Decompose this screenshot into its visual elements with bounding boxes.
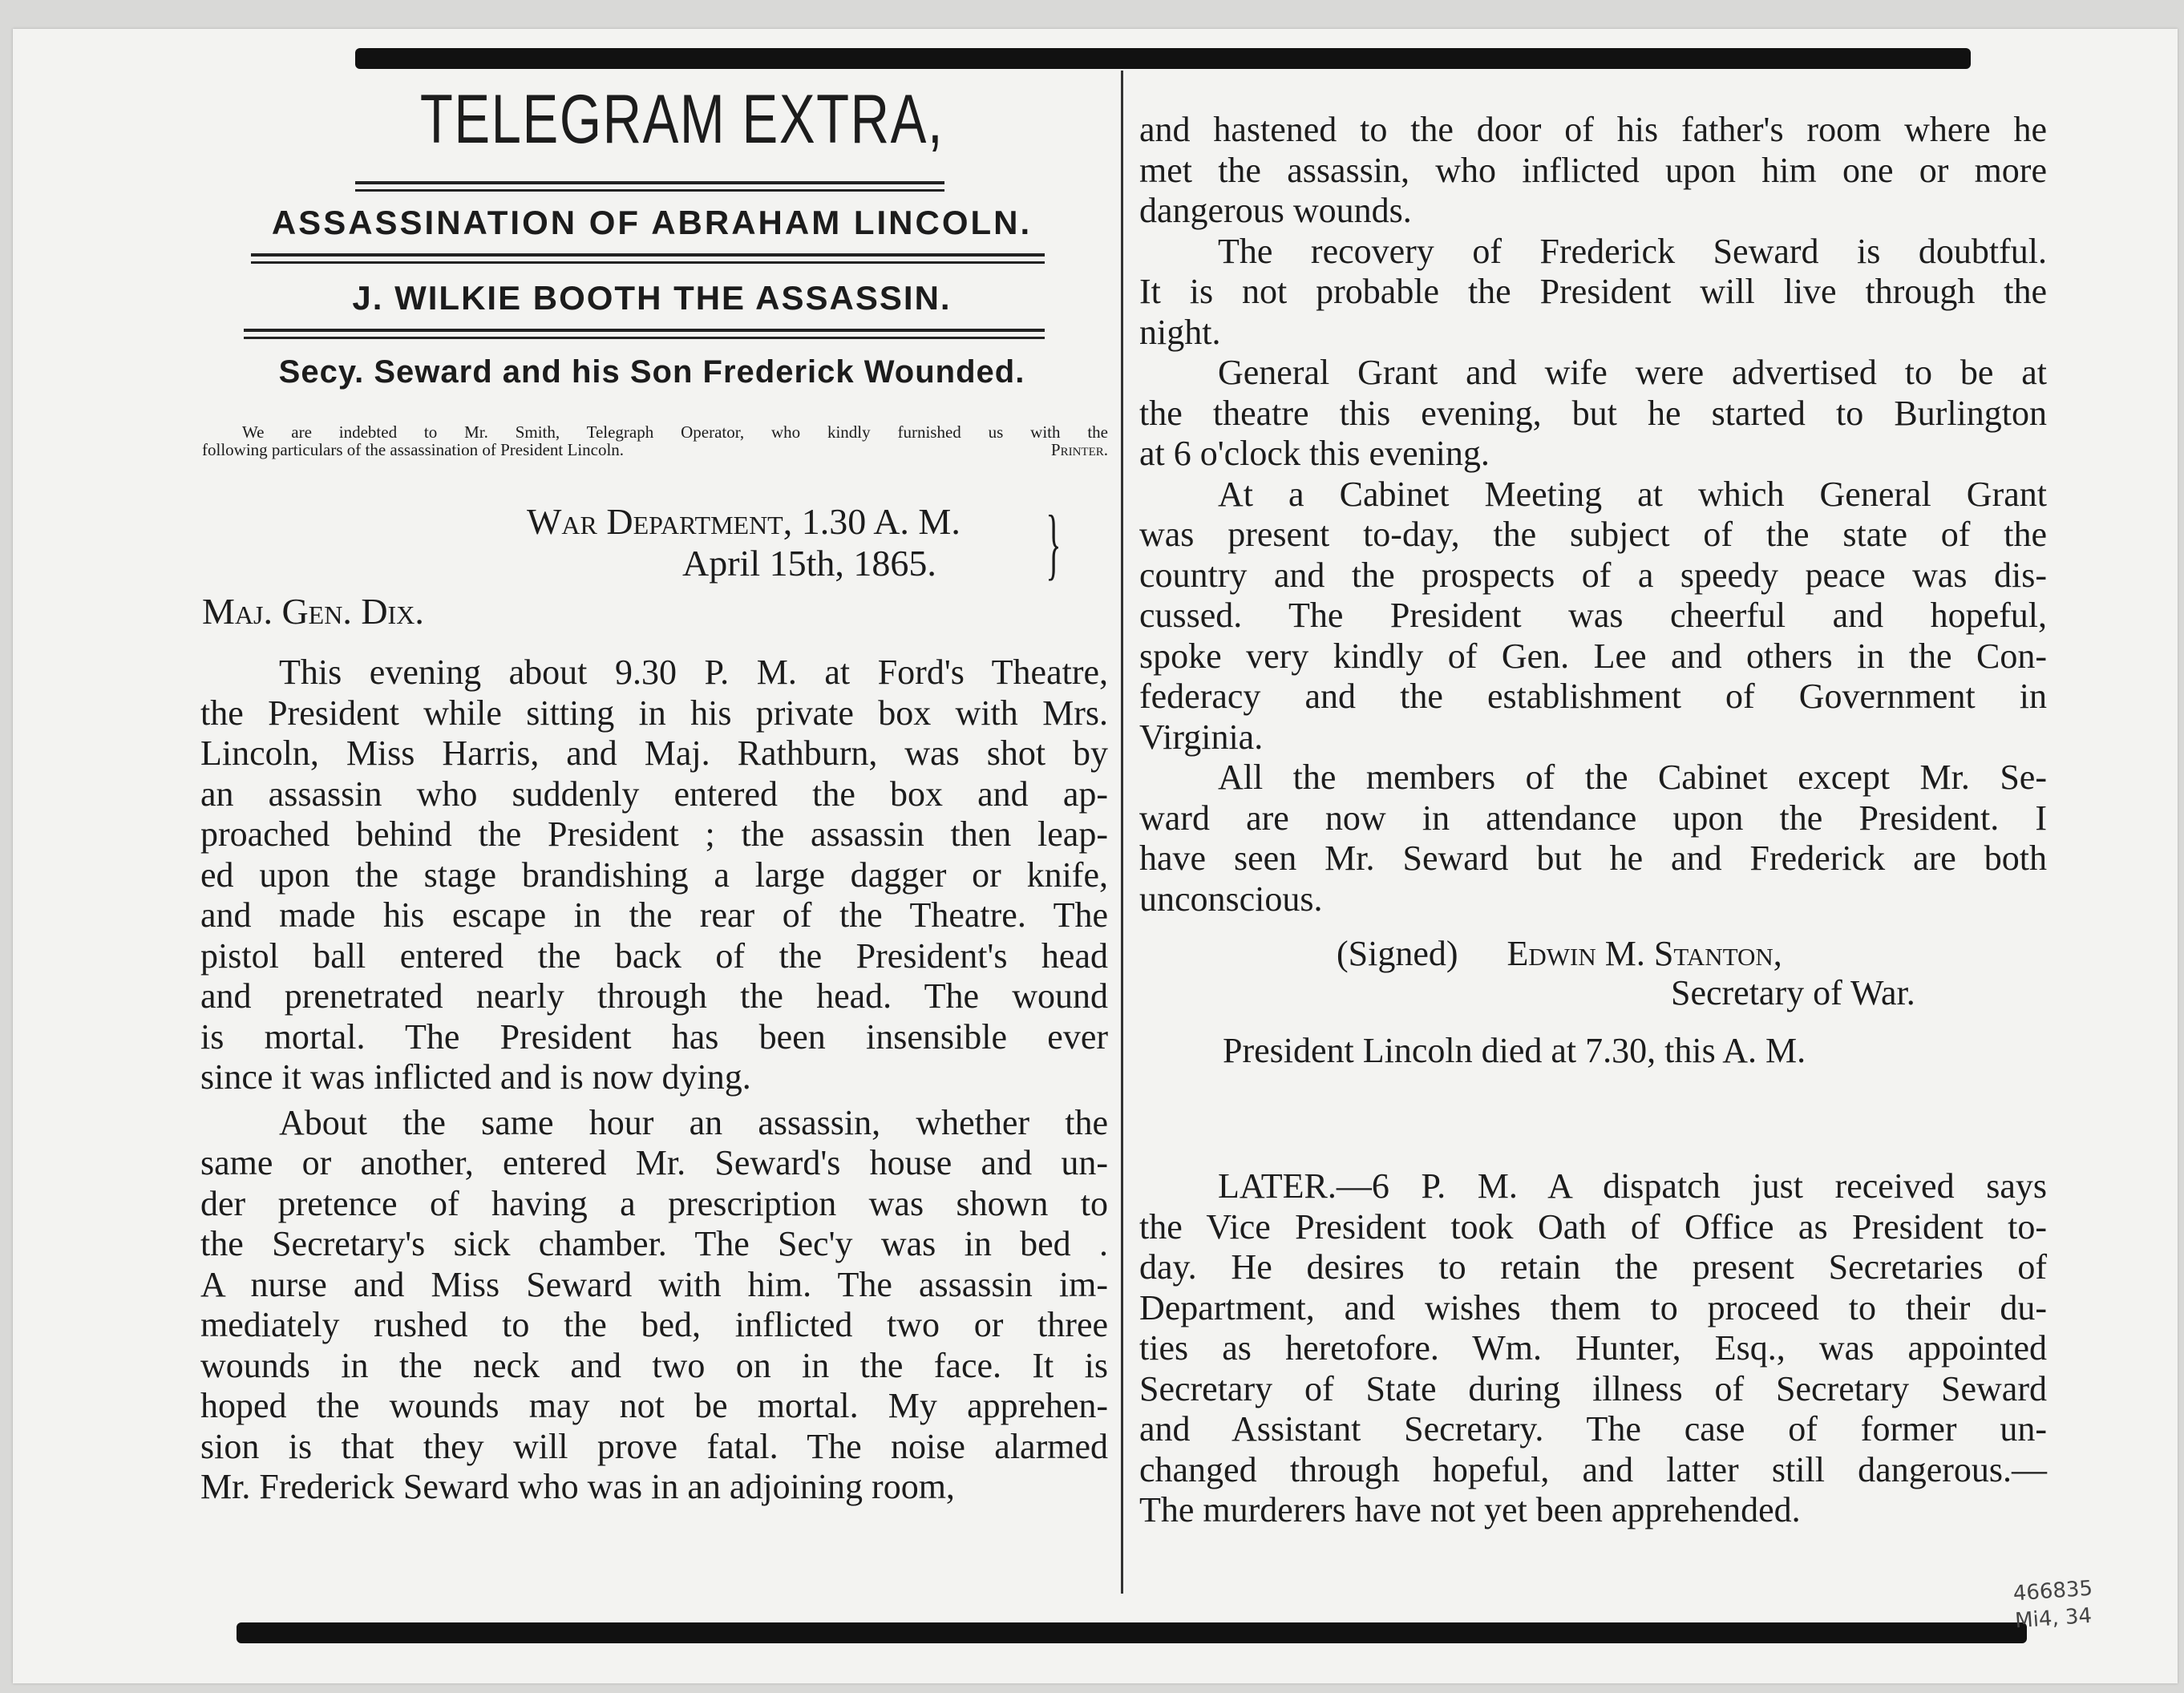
text-line: This evening about 9.30 P. M. at Ford's Theatre, [279, 653, 1108, 692]
bottom-border-bar [237, 1622, 2027, 1643]
text-line: same or another, entered Mr. Seward's house and un- [200, 1143, 1108, 1182]
text-line: unconscious. [1139, 879, 1323, 919]
text-line: LATER.—6 P. M. A dispatch just received says [1218, 1166, 2047, 1206]
signer-name: Edwin M. Stanton, [1507, 934, 1782, 973]
text-line: At a Cabinet Meeting at which General Grant [1218, 474, 2047, 514]
archive-shelf-mark: Mi4, 34 [2014, 1603, 2093, 1634]
title-rule [355, 181, 944, 184]
text-line: Virginia. [1139, 717, 1264, 757]
text-line: ward are now in attendance upon the President. I [1139, 798, 2047, 838]
death-notice: President Lincoln died at 7.30, this A. M. [1223, 1031, 1806, 1070]
title-rule [355, 189, 944, 192]
text-line: mediately rushed to the bed, inflicted two or three [200, 1305, 1108, 1344]
text-line: proached behind the President ; the assassin then leap- [200, 814, 1108, 854]
paragraph [1139, 232, 2047, 354]
text-line: der pretence of having a prescription was shown to [200, 1183, 1108, 1223]
paragraph [1139, 475, 2047, 758]
page-title: TELEGRAM EXTRA, [419, 81, 944, 158]
left-column-text [200, 653, 1108, 1508]
text-line: A nurse and Miss Seward with him. The assassin im- [200, 1264, 1108, 1304]
text-line: All the members of the Cabinet except Mr. Se- [1218, 758, 2047, 797]
text-line: and prenetrated nearly through the head. The wound [200, 976, 1108, 1016]
text-line: sion is that they will prove fatal. The noise alarmed [200, 1426, 1108, 1466]
text-line: an assassin who suddenly entered the box and ap- [200, 774, 1108, 814]
text-line: changed through hopeful, and latter still dangerous.— [1139, 1449, 2047, 1489]
text-line: night. [1139, 312, 1221, 352]
text-line: met the assassin, who inflicted upon him one or more [1139, 150, 2047, 190]
text-line: Mr. Frederick Seward who was in an adjoining room, [200, 1467, 955, 1506]
paragraph [1139, 353, 2047, 475]
text-line: The recovery of Frederick Seward is doubtful. [1218, 231, 2047, 271]
text-line: country and the prospects of a speedy peace was dis- [1139, 555, 2047, 595]
text-line: is mortal. The President has been insensible ever [200, 1016, 1108, 1057]
top-border-bar [355, 48, 1971, 69]
text-line: the President while sitting in his private box with Mrs. [200, 693, 1108, 733]
signed-label: (Signed) [1337, 934, 1458, 973]
text-line: General Grant and wife were advertised to be at [1218, 353, 2047, 392]
text-line: since it was inflicted and is now dying. [200, 1057, 751, 1097]
notice-line: following particulars of the assassination of President Lincoln. [202, 440, 625, 459]
text-line: pistol ball entered the back of the President's head [200, 935, 1108, 976]
paragraph [200, 653, 1108, 1098]
text-line: and hastened to the door of his father's room where he [1139, 110, 2047, 149]
text-line: Lincoln, Miss Harris, and Maj. Rathburn, was shot by [200, 733, 1108, 773]
text-line: About the same hour an assassin, whether the [279, 1102, 1108, 1142]
headline-booth: J. WILKIE BOOTH THE ASSASSIN. [352, 279, 952, 317]
text-line: the Vice President took Oath of Office as President to- [1139, 1206, 2047, 1247]
text-line: spoke very kindly of Gen. Lee and others in the Con- [1139, 636, 2047, 676]
later-dispatch [1139, 1166, 2047, 1531]
headline-rule [244, 329, 1045, 332]
text-line: Department, and wishes them to proceed to their du- [1139, 1287, 2047, 1327]
signer-title: Secretary of War. [1671, 973, 1915, 1012]
text-line: federacy and the establishment of Government in [1139, 677, 2047, 716]
text-line: and Assistant Secretary. The case of former un- [1139, 1409, 2047, 1449]
signature-block [1337, 934, 2058, 975]
text-line: the Secretary's sick chamber. The Sec'y was in bed . [200, 1224, 1108, 1263]
dispatch-origin: War Department, 1.30 A. M. [527, 501, 961, 542]
notice-line: We are indebted to Mr. Smith, Telegraph Operator, who kindly furnished us with the [242, 422, 1108, 442]
headline-rule [251, 261, 1045, 264]
headline-rule [244, 337, 1045, 339]
text-line: dangerous wounds. [1139, 191, 1412, 230]
brace-icon: } [1045, 499, 1062, 588]
archive-handwritten-note [2012, 1575, 2096, 1635]
paragraph [1139, 758, 2047, 919]
text-line: ed upon the stage brandishing a large dagger or knife, [200, 855, 1108, 895]
headline-assassination: ASSASSINATION OF ABRAHAM LINCOLN. [271, 204, 1033, 241]
text-line: was present to-day, the subject of the state of the [1139, 515, 2047, 554]
text-line: have seen Mr. Seward but he and Frederick are both [1139, 838, 2047, 878]
text-line: cussed. The President was cheerful and hopeful, [1139, 596, 2047, 635]
text-line: and made his escape in the rear of the Theatre. The [200, 895, 1108, 935]
dispatch-date: April 15th, 1865. [682, 543, 936, 584]
column-divider [1121, 71, 1123, 1594]
paragraph [1139, 110, 2047, 232]
paragraph [200, 1103, 1108, 1508]
dispatch-addressee: Maj. Gen. Dix. [202, 591, 424, 632]
text-line: the theatre this evening, but he started to Burlington [1139, 393, 2047, 433]
text-line: day. He desires to retain the present Secretaries of [1139, 1247, 2047, 1287]
text-line: It is not probable the President will live through the [1139, 272, 2047, 311]
headline-seward: Secy. Seward and his Son Frederick Wounded. [278, 354, 1025, 390]
headline-rule [251, 253, 1045, 257]
right-column-text [1139, 110, 2047, 919]
notice-signature: Printer. [1050, 440, 1108, 459]
archive-accession-number: 466835 [2012, 1576, 2094, 1606]
text-line: Secretary of State during illness of Secretary Seward [1139, 1368, 2047, 1408]
text-line: hoped the wounds may not be mortal. My apprehen- [200, 1386, 1108, 1425]
printer-notice [202, 423, 1108, 459]
text-line: at 6 o'clock this evening. [1139, 434, 1490, 473]
text-line: ties as heretofore. Wm. Hunter, Esq., was appointed [1139, 1328, 2047, 1368]
text-line: wounds in the neck and two on in the face. It is [200, 1345, 1108, 1385]
text-line: The murderers have not yet been apprehended. [1139, 1490, 1801, 1529]
